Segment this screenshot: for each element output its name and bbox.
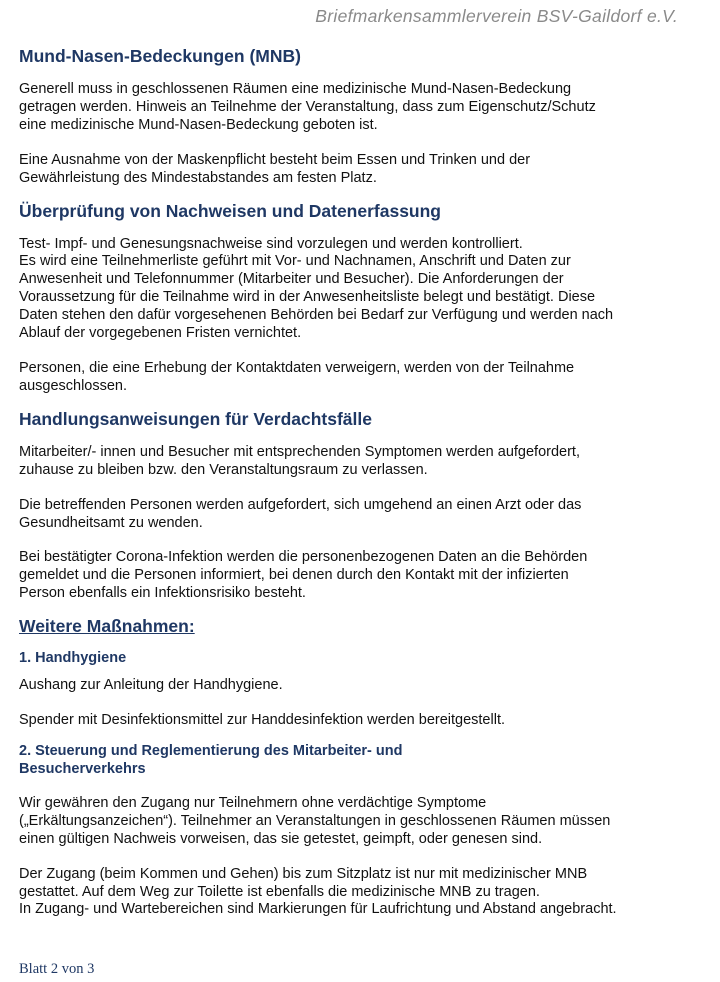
section-heading-checks: Überprüfung von Nachweisen und Datenerfassung — [19, 200, 441, 221]
section-heading-suspicion: Handlungsanweisungen für Verdachtsfälle — [19, 408, 372, 429]
page-number: Blatt 2 von 3 — [19, 961, 95, 977]
paragraph-mnb-2: Eine Ausnahme von der Maskenpflicht besteht beim Essen und Trinken und der Gewährleistung des Mindestabstandes am festen Platz. — [19, 151, 531, 186]
section-heading-further: Weitere Maßnahmen: — [19, 616, 195, 637]
paragraph-suspicion-1: Mitarbeiter/- innen und Besucher mit entsprechenden Symptomen werden aufgefordert, zuhause zu bleiben bzw. den Veranstaltungsraum zu verlassen. — [19, 443, 580, 478]
paragraph-suspicion-2: Die betreffenden Personen werden aufgefordert, sich umgehend an einen Arzt oder das Gesundheitsamt zu wenden. — [19, 496, 582, 531]
subheading-traffic: 2. Steuerung und Reglementierung des Mitarbeiter- und Besucherverkehrs — [19, 742, 403, 777]
paragraph-checks-1: Test- Impf- und Genesungsnachweise sind vorzulegen und werden kontrolliert. Es wird eine Teilnehmerliste geführt mit Vor- und Nachnamen, Anschrift und Daten zur Anwesenheit und Telefonnummer (Mitarbeiter und Besucher). Die Anforderungen der Voraussetzung für die Teilnahme wird in der Anwesenheitsliste belegt und bestätigt. Diese Daten stehen den dafür vorgesehenen Behörden bei Bedarf zur Verfügung und werden nach Ablauf der vorgegebenen Fristen vernichtet. — [19, 235, 614, 342]
paragraph-traffic-1: Wir gewähren den Zugang nur Teilnehmern ohne verdächtige Symptome („Erkältungsanzeichen“). Teilnehmer an Veranstaltungen in geschlossenen Räumen müssen einen gültigen Nachweis vorweisen, das sie getestet, geimpft, oder genesen sind. — [19, 794, 611, 847]
organization-header: Briefmarkensammlerverein BSV-Gaildorf e.V. — [315, 6, 678, 26]
paragraph-traffic-2: Der Zugang (beim Kommen und Gehen) bis zum Sitzplatz ist nur mit medizinischer MNB gestattet. Auf dem Weg zur Toilette ist ebenfalls die medizinische MNB zu tragen. In Zugang- und Wartebereichen sind Markierungen für Laufrichtung und Abstand angebracht. — [19, 865, 617, 918]
paragraph-hygiene-1: Aushang zur Anleitung der Handhygiene. — [19, 677, 283, 694]
paragraph-hygiene-2: Spender mit Desinfektionsmittel zur Handdesinfektion werden bereitgestellt. — [19, 712, 505, 729]
paragraph-suspicion-3: Bei bestätigter Corona-Infektion werden die personenbezogenen Daten an die Behörden gemeldet und die Personen informiert, bei denen durch den Kontakt mit der infizierten Person ebenfalls ein Infektionsrisiko besteht. — [19, 549, 588, 602]
subheading-hygiene: 1. Handhygiene — [19, 650, 127, 667]
paragraph-mnb-1: Generell muss in geschlossenen Räumen eine medizinische Mund-Nasen-Bedeckung getragen werden. Hinweis an Teilnehme der Veranstaltung, dass zum Eigenschutz/Schutz eine medizinische Mund-Nasen-Bedeckung geboten ist. — [19, 81, 596, 133]
paragraph-checks-2: Personen, die eine Erhebung der Kontaktdaten verweigern, werden von der Teilnahme ausgeschlossen. — [19, 359, 575, 394]
document-body — [19, 45, 699, 936]
section-heading-mnb: Mund-Nasen-Bedeckungen (MNB) — [19, 46, 301, 66]
